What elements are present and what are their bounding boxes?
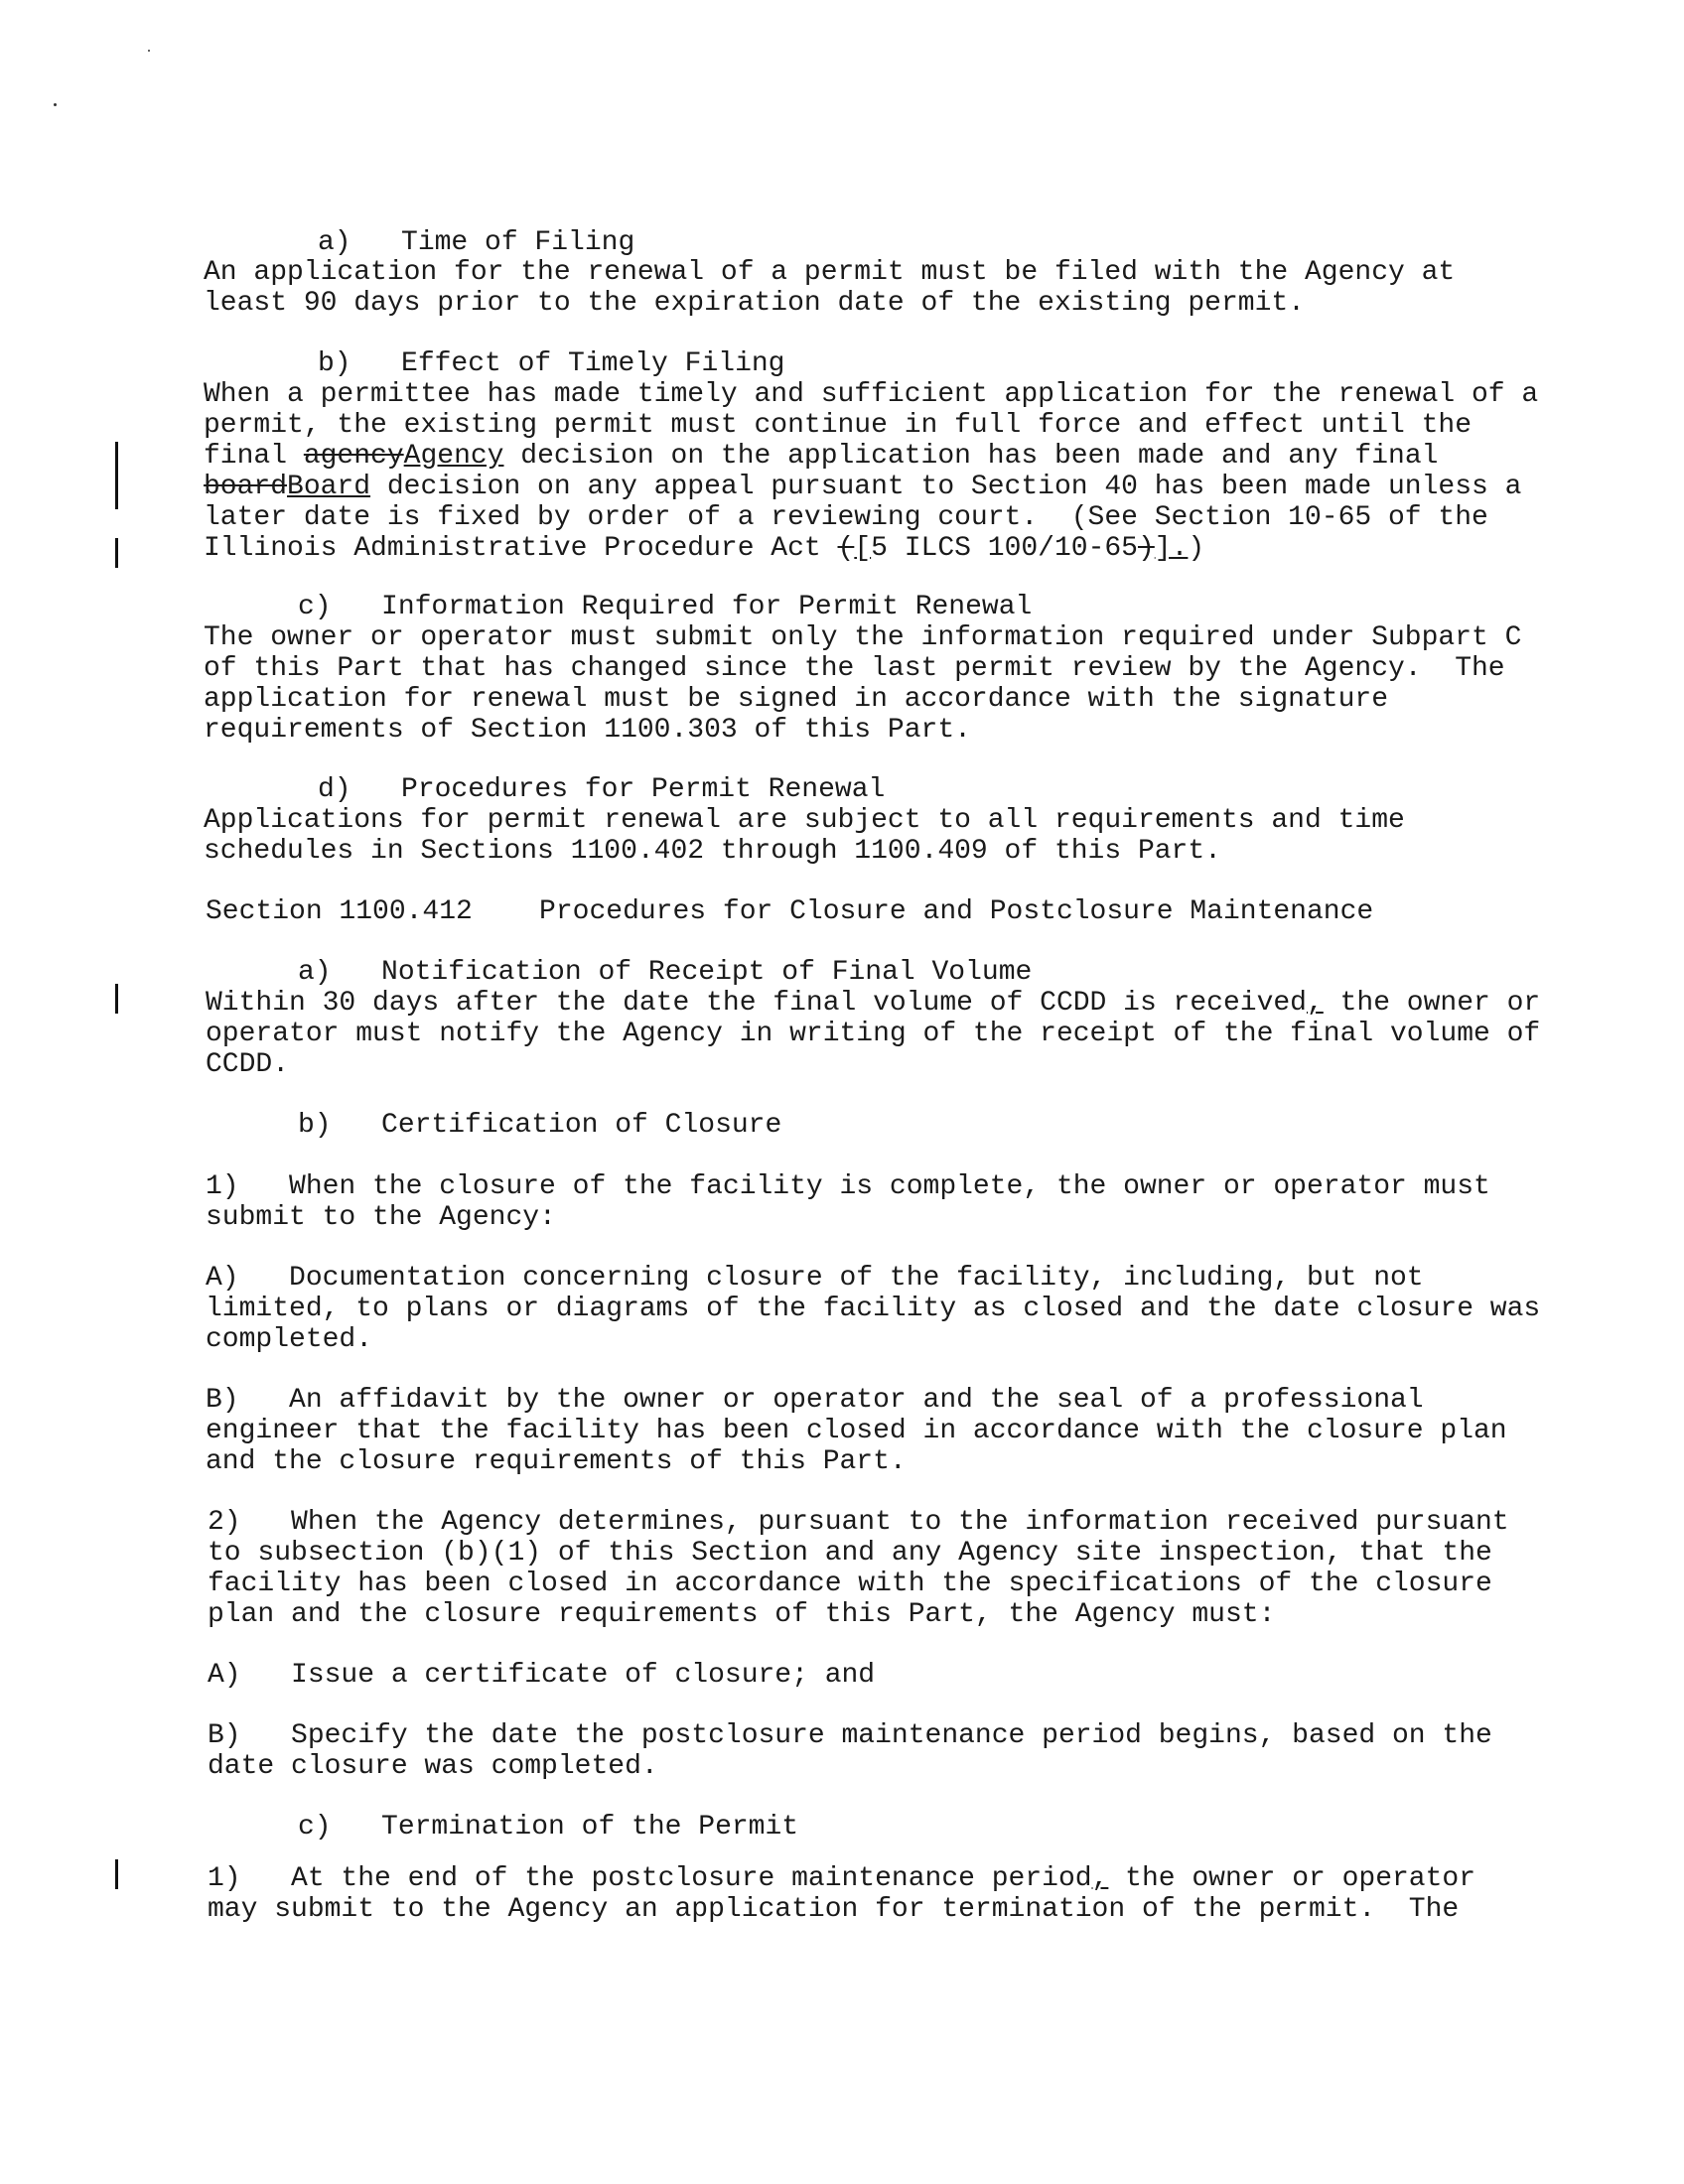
subsection-b-line: [204, 533, 1204, 564]
section-412-a-line: operator must notify the Agency in writing of the receipt of the final volume of: [206, 1019, 1541, 1049]
text-run: 5 ILCS 100/10-65: [871, 533, 1138, 564]
change-bar: [115, 1859, 118, 1889]
deleted-text: board: [204, 472, 288, 502]
scan-speck: [148, 50, 150, 52]
text-run: the owner or: [1323, 988, 1541, 1019]
text-run: 1) At the end of the postclosure maintenance period: [208, 1863, 1092, 1894]
subsection-c-line: The owner or operator must submit only the information required under Subpart C: [204, 622, 1522, 653]
inserted-text: Agency: [403, 441, 504, 472]
subsection-b-line: later date is fixed by order of a reviewing court. (See Section 10-65 of the: [204, 502, 1488, 533]
subsection-b-line: [204, 472, 1521, 502]
section-title: Section 1100.412 Procedures for Closure and Postclosure Maintenance: [206, 896, 1374, 927]
subsection-a-line: least 90 days prior to the expiration date of the existing permit.: [204, 288, 1305, 319]
section-412-b-heading: b) Certification of Closure: [298, 1110, 782, 1141]
section-412-b-item-1: 1) When the closure of the facility is complete, the owner or operator must: [206, 1171, 1490, 1202]
inserted-text: [: [854, 533, 872, 564]
subsection-b-line: [204, 441, 1438, 472]
text-run: final: [204, 441, 304, 472]
section-412-b-item-1B: engineer that the facility has been closed in accordance with the closure plan: [206, 1416, 1507, 1446]
subsection-c-line: application for renewal must be signed in accordance with the signature: [204, 684, 1388, 715]
section-412-a-line: CCDD.: [206, 1049, 290, 1080]
section-412-b-item-1B: B) An affidavit by the owner or operator and the seal of a professional: [206, 1385, 1424, 1416]
deleted-text: (: [837, 533, 855, 564]
change-bar: [115, 442, 118, 509]
section-412-b-item-2B: date closure was completed.: [208, 1751, 658, 1782]
section-412-b-item-1: submit to the Agency:: [206, 1202, 556, 1233]
subsection-c-heading: c) Information Required for Permit Renewal: [298, 592, 1033, 622]
change-bar: [115, 538, 118, 568]
section-412-b-item-2: facility has been closed in accordance with the specifications of the closure: [208, 1569, 1492, 1599]
section-412-c-item-1: [208, 1863, 1475, 1894]
inserted-text: ].: [1154, 533, 1189, 564]
change-bar: [115, 984, 118, 1014]
subsection-b-heading: b) Effect of Timely Filing: [318, 348, 785, 379]
section-412-b-item-1A: completed.: [206, 1324, 373, 1355]
text-run: Illinois Administrative Procedure Act: [204, 533, 838, 564]
subsection-d-line: Applications for permit renewal are subject to all requirements and time: [204, 805, 1405, 836]
section-412-b-item-2B: B) Specify the date the postclosure maintenance period begins, based on the: [208, 1720, 1492, 1751]
text-run: decision on any appeal pursuant to Section 40 has been made unless a: [370, 472, 1522, 502]
text-run: the owner or operator: [1108, 1863, 1476, 1894]
text-run: ): [1188, 533, 1205, 564]
deleted-text: ): [1137, 533, 1155, 564]
deleted-text: agency: [303, 441, 404, 472]
subsection-a-line: An application for the renewal of a permit must be filed with the Agency at: [204, 257, 1456, 288]
inserted-text: Board: [287, 472, 371, 502]
subsection-d-heading: d) Procedures for Permit Renewal: [318, 774, 886, 805]
section-412-a-heading: a) Notification of Receipt of Final Volume: [298, 957, 1033, 988]
section-412-b-item-1B: and the closure requirements of this Part.: [206, 1446, 907, 1477]
inserted-text: ,: [1091, 1863, 1109, 1894]
section-412-b-item-2: plan and the closure requirements of this Part, the Agency must:: [208, 1599, 1276, 1630]
section-412-b-item-2A: A) Issue a certificate of closure; and: [208, 1660, 876, 1691]
section-412-c-heading: c) Termination of the Permit: [298, 1812, 799, 1843]
section-412-b-item-1A: A) Documentation concerning closure of the facility, including, but not: [206, 1263, 1424, 1294]
subsection-d-line: schedules in Sections 1100.402 through 1100.409 of this Part.: [204, 836, 1221, 867]
section-412-c-item-1: may submit to the Agency an application for termination of the permit. The: [208, 1894, 1460, 1925]
section-412-a-line: [206, 988, 1540, 1019]
text-run: Within 30 days after the date the final volume of CCDD is received: [206, 988, 1307, 1019]
subsection-c-line: of this Part that has changed since the last permit review by the Agency. The: [204, 653, 1505, 684]
section-412-b-item-1A: limited, to plans or diagrams of the facility as closed and the date closure was: [206, 1294, 1541, 1324]
subsection-c-line: requirements of Section 1100.303 of this Part.: [204, 715, 971, 746]
subsection-a-heading: a) Time of Filing: [318, 227, 635, 258]
section-412-b-item-2: 2) When the Agency determines, pursuant to the information received pursuant: [208, 1507, 1509, 1538]
subsection-b-line: When a permittee has made timely and sufficient application for the renewal of a: [204, 379, 1539, 410]
subsection-b-line: permit, the existing permit must continue in full force and effect until the: [204, 410, 1473, 441]
text-run: decision on the application has been made and any final: [503, 441, 1439, 472]
scan-speck: [54, 103, 57, 106]
inserted-text: ,: [1306, 988, 1324, 1019]
section-412-b-item-2: to subsection (b)(1) of this Section and any Agency site inspection, that the: [208, 1538, 1492, 1569]
